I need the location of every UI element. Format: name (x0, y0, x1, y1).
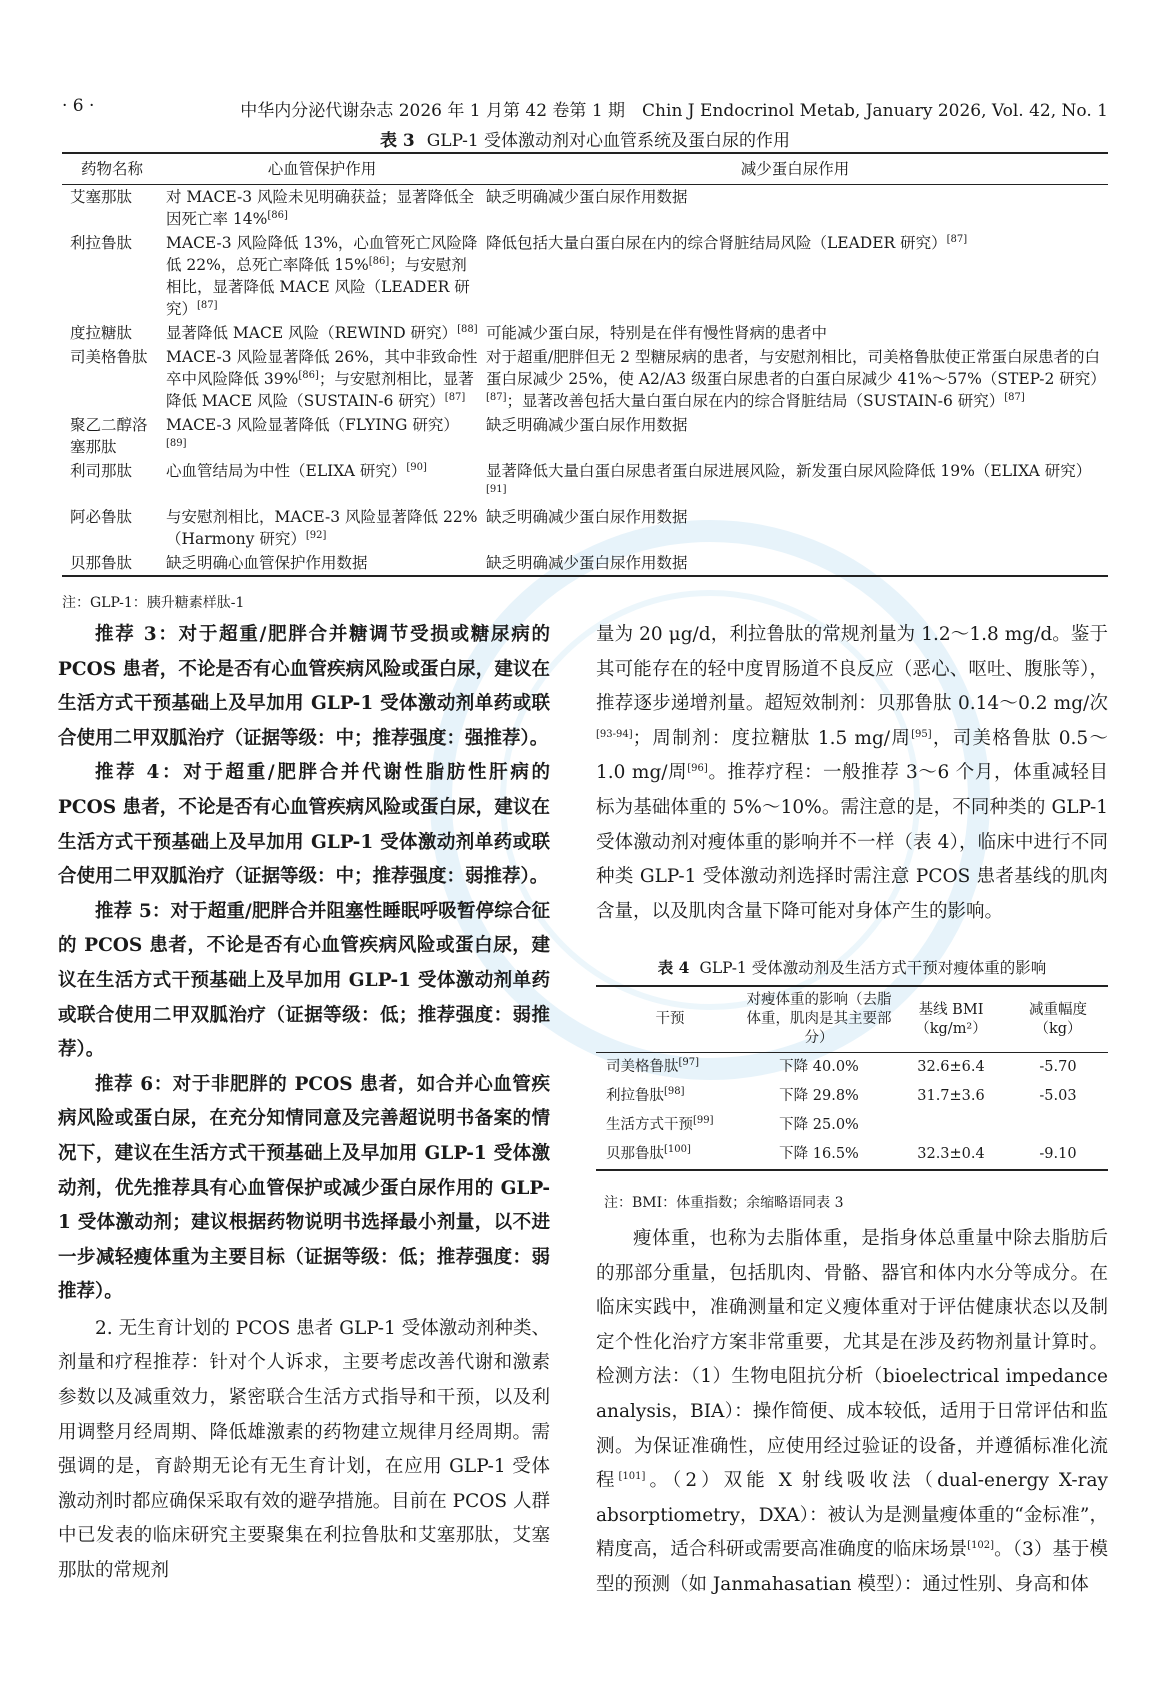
recommendation-paragraph: 推荐 5：对于超重/肥胖合并阻塞性睡眠呼吸暂停综合征的 PCOS 患者，不论是否有心血管疾病风险或蛋白尿，建议在生活方式干预基础上及早加用 GLP-1 受体激动剂单药或联合使用二甲双胍治疗（证据等级：低；推荐强度：弱推荐）。 (58, 900, 550, 1061)
table4-cell-effect: 下降 16.5% (744, 1140, 894, 1170)
table3-row (62, 345, 1108, 413)
table3-cell-proteinuria: 缺乏明确减少蛋白尿作用数据 (482, 551, 1108, 576)
right-text-column-bottom (596, 1222, 1108, 1603)
table3-cell-proteinuria: 缺乏明确减少蛋白尿作用数据 (486, 508, 688, 526)
table3-header-proteinuria: 减少蛋白尿作用 (482, 153, 1108, 185)
table4-cell-bmi: 32.3±0.4 (894, 1140, 1008, 1170)
table4-cell-bmi: 32.6±6.4 (917, 1059, 985, 1075)
table3 (62, 152, 1108, 577)
table3-cell-cv: MACE-3 风险显著降低 26%，其中非致命性卒中风险降低 39%[86]；与安慰剂相比，显著降低 MACE 风险（SUSTAIN-6 研究）[87] (166, 348, 478, 410)
table4-cell-loss (1008, 1111, 1108, 1140)
table4-caption (596, 956, 1108, 978)
table4-row (596, 1082, 1108, 1111)
table3-cell-proteinuria: 显著降低大量白蛋白尿患者蛋白尿进展风险，新发蛋白尿风险降低 19%（ELIXA 研究）[91] (486, 462, 1092, 495)
table3-cell-proteinuria: 对于超重/肥胖但无 2 型糖尿病的患者，与安慰剂相比，司美格鲁肽使正常蛋白尿患者的白蛋白尿减少 25%，使 A2/A3 级蛋白尿患者的白蛋白尿减少 41%～57%（STEP-2 研究）[87]；显著改善包括大量白蛋白尿在内的综合肾脏结局（SUSTAIN-6 研究）[87] (486, 348, 1106, 410)
table3-title: GLP-1 受体激动剂对心血管系统及蛋白尿的作用 (426, 131, 791, 151)
table3-cell-cv: 显著降低 MACE 风险（REWIND 研究）[88] (166, 323, 478, 342)
table3-cell-drug: 聚乙二醇洛塞那肽 (70, 416, 148, 456)
table4-header-intervention: 干预 (596, 986, 744, 1053)
page-number: · 6 · (62, 96, 95, 116)
table3-cell-proteinuria: 缺乏明确减少蛋白尿作用数据 (486, 188, 688, 206)
table4-cell-intervention: 利拉鲁肽[98] (606, 1086, 685, 1104)
table4-row (596, 1111, 1108, 1140)
table4-cell-effect: 下降 40.0% (779, 1059, 859, 1075)
table4-cell-intervention: 司美格鲁肽[97] (606, 1057, 700, 1075)
table4-cell-bmi (894, 1111, 1008, 1140)
left-text-column (58, 618, 550, 1589)
table3-header-cv: 心血管保护作用 (162, 153, 482, 185)
table3-row (62, 413, 1108, 459)
journal-title: 中华内分泌代谢杂志 2026 年 1 月第 42 卷第 1 期 Chin J Endocrinol Metab, January 2026, Vol. 42, No. 1 (240, 101, 1108, 121)
table3-note: 注：GLP-1：胰升糖素样肽-1 (62, 595, 245, 611)
table3-cell-drug: 贝那鲁肽 (62, 551, 162, 576)
table3-cell-cv: 与安慰剂相比，MACE-3 风险显著降低 22%（Harmony 研究）[92] (166, 508, 478, 548)
table3-header-row (62, 153, 1108, 185)
table3-cell-cv: MACE-3 风险显著降低（FLYING 研究）[89] (166, 416, 459, 449)
table3-row (62, 185, 1108, 232)
table3-cell-cv: 缺乏明确心血管保护作用数据 (162, 551, 482, 576)
table3-row (62, 321, 1108, 345)
recommendation-paragraph: 推荐 4：对于超重/肥胖合并代谢性脂肪性肝病的 PCOS 患者，不论是否有心血管疾病风险或蛋白尿，建议在生活方式干预基础上及早加用 GLP-1 受体激动剂单药或联合使用二甲双胍治疗（证据等级：中；推荐强度：弱推荐）。 (58, 762, 550, 888)
table3-row (62, 551, 1108, 576)
table3-row (62, 505, 1108, 551)
table4-note: 注：BMI：体重指数；余缩略语同表 3 (604, 1195, 844, 1211)
table3-header-drug: 药物名称 (62, 153, 162, 185)
table4-cell-loss: -5.70 (1039, 1059, 1077, 1075)
body-paragraph: 2. 无生育计划的 PCOS 患者 GLP-1 受体激动剂种类、剂量和疗程推荐：针对个人诉求，主要考虑改善代谢和激素参数以及减重效力，紧密联合生活方式指导和干预，以及利用调整月经周期、降低雄激素的药物建立规律月经周期。需强调的是，育龄期无论有无生育计划，在应用 GLP-1 受体激动剂时都应确保采取有效的避孕措施。目前在 PCOS 人群中已发表的临床研究主要聚集在利拉鲁肽和艾塞那肽，艾塞那肽的常规剂 (58, 1317, 550, 1582)
table3-cell-drug: 阿必鲁肽 (70, 508, 133, 526)
right-text-column-top (596, 618, 1108, 929)
table3-label: 表 3 (379, 131, 415, 151)
table4-cell-bmi: 31.7±3.6 (917, 1088, 985, 1104)
table4-cell-intervention: 贝那鲁肽[100] (596, 1140, 744, 1170)
table4-cell-effect: 下降 29.8% (779, 1088, 859, 1104)
table4-cell-loss: -9.10 (1008, 1140, 1108, 1170)
table4-cell-intervention: 生活方式干预[99] (606, 1115, 714, 1133)
table4 (596, 985, 1108, 1171)
table3-row (62, 231, 1108, 321)
table4-header-loss: 减重幅度（kg） (1008, 986, 1108, 1053)
table3-cell-proteinuria: 可能减少蛋白尿，特别是在伴有慢性肾病的患者中 (486, 324, 828, 342)
table3-cell-cv: MACE-3 风险降低 13%，心血管死亡风险降低 22%，总死亡率降低 15%[86]；与安慰剂相比，显著降低 MACE 风险（LEADER 研究）[87] (166, 234, 478, 318)
table4-label: 表 4 (657, 958, 690, 977)
table3-cell-drug: 艾塞那肽 (70, 188, 133, 206)
paragraph-dosing: 量为 20 μg/d，利拉鲁肽的常规剂量为 1.2～1.8 mg/d。鉴于其可能存在的轻中度胃肠道不良反应（恶心、呕吐、腹胀等），推荐逐步递增剂量。超短效制剂：贝那鲁肽 0.14～0.2 mg/次[93-94]；周制剂：度拉糖肽 1.5 mg/周[95]，司美格鲁肽 0.5～1.0 mg/周[96]。推荐疗程：一般推荐 3～6 个月，体重减轻目标为基础体重的 5%～10%。需注意的是，不同种类的 GLP-1 受体激动剂对瘦体重的影响并不一样（表 4），临床中进行不同种类 GLP-1 受体激动剂选择时需注意 PCOS 患者基线的肌肉含量，以及肌肉含量下降可能对身体产生的影响。 (596, 624, 1108, 922)
table4-header-row (596, 986, 1108, 1053)
table4-cell-loss: -5.03 (1039, 1088, 1077, 1104)
table4-cell-effect: 下降 25.0% (779, 1117, 859, 1133)
table3-cell-drug: 利司那肽 (70, 462, 133, 480)
table4-header-bmi: 基线 BMI（kg/m²） (894, 986, 1008, 1053)
table4-header-effect: 对瘦体重的影响（去脂体重，肌肉是其主要部分） (744, 986, 894, 1053)
table3-cell-proteinuria: 降低包括大量白蛋白尿在内的综合肾脏结局风险（LEADER 研究）[87] (486, 233, 968, 252)
table4-row (596, 1140, 1108, 1170)
table3-cell-drug: 度拉糖肽 (70, 324, 133, 342)
table3-cell-proteinuria: 缺乏明确减少蛋白尿作用数据 (486, 416, 688, 434)
table4-row (596, 1053, 1108, 1083)
table3-cell-drug: 司美格鲁肽 (70, 348, 148, 366)
page-header (62, 92, 1108, 122)
table3-caption (62, 126, 1108, 151)
table4-title: GLP-1 受体激动剂及生活方式干预对瘦体重的影响 (699, 959, 1047, 977)
recommendation-paragraph: 推荐 3：对于超重/肥胖合并糖调节受损或糖尿病的 PCOS 患者，不论是否有心血管疾病风险或蛋白尿，建议在生活方式干预基础上及早加用 GLP-1 受体激动剂单药或联合使用二甲双胍治疗（证据等级：中；推荐强度：强推荐）。 (58, 624, 550, 749)
table3-row (62, 459, 1108, 505)
recommendation-paragraph: 推荐 6：对于非肥胖的 PCOS 患者，如合并心血管疾病风险或蛋白尿，在充分知情同意及完善超说明书备案的情况下，建议在生活方式干预基础上及早加用 GLP-1 受体激动剂，优先推荐具有心血管保护或减少蛋白尿作用的 GLP-1 受体激动剂；建议根据药物说明书选择最小剂量，以不进一步减轻瘦体重为主要目标（证据等级：低；推荐强度：弱推荐）。 (58, 1073, 550, 1303)
table3-cell-drug: 利拉鲁肽 (70, 234, 133, 252)
table3-cell-cv: 心血管结局为中性（ELIXA 研究）[90] (166, 461, 427, 480)
paragraph-lean-mass: 瘦体重，也称为去脂体重，是指身体总重量中除去脂肪后的那部分重量，包括肌肉、骨骼、器官和体内水分等成分。在临床实践中，准确测量和定义瘦体重对于评估健康状态以及制定个性化治疗方案非常重要，尤其是在涉及药物剂量计算时。检测方法：（1）生物电阻抗分析（bioelectrical impedance analysis，BIA）：操作简便、成本较低，适用于日常评估和监测。为保证准确性，应使用经过验证的设备，并遵循标准化流程[101]。（2）双能 X 射线吸收法（dual-energy X-ray absorptiometry，DXA）：被认为是测量瘦体重的“金标准”，精度高，适合科研或需要高准确度的临床场景[102]。（3）基于模型的预测（如 Janmahasatian 模型）：通过性别、身高和体 (596, 1228, 1108, 1595)
table3-cell-cv: 对 MACE-3 风险未见明确获益；显著降低全因死亡率 14%[86] (166, 188, 474, 228)
